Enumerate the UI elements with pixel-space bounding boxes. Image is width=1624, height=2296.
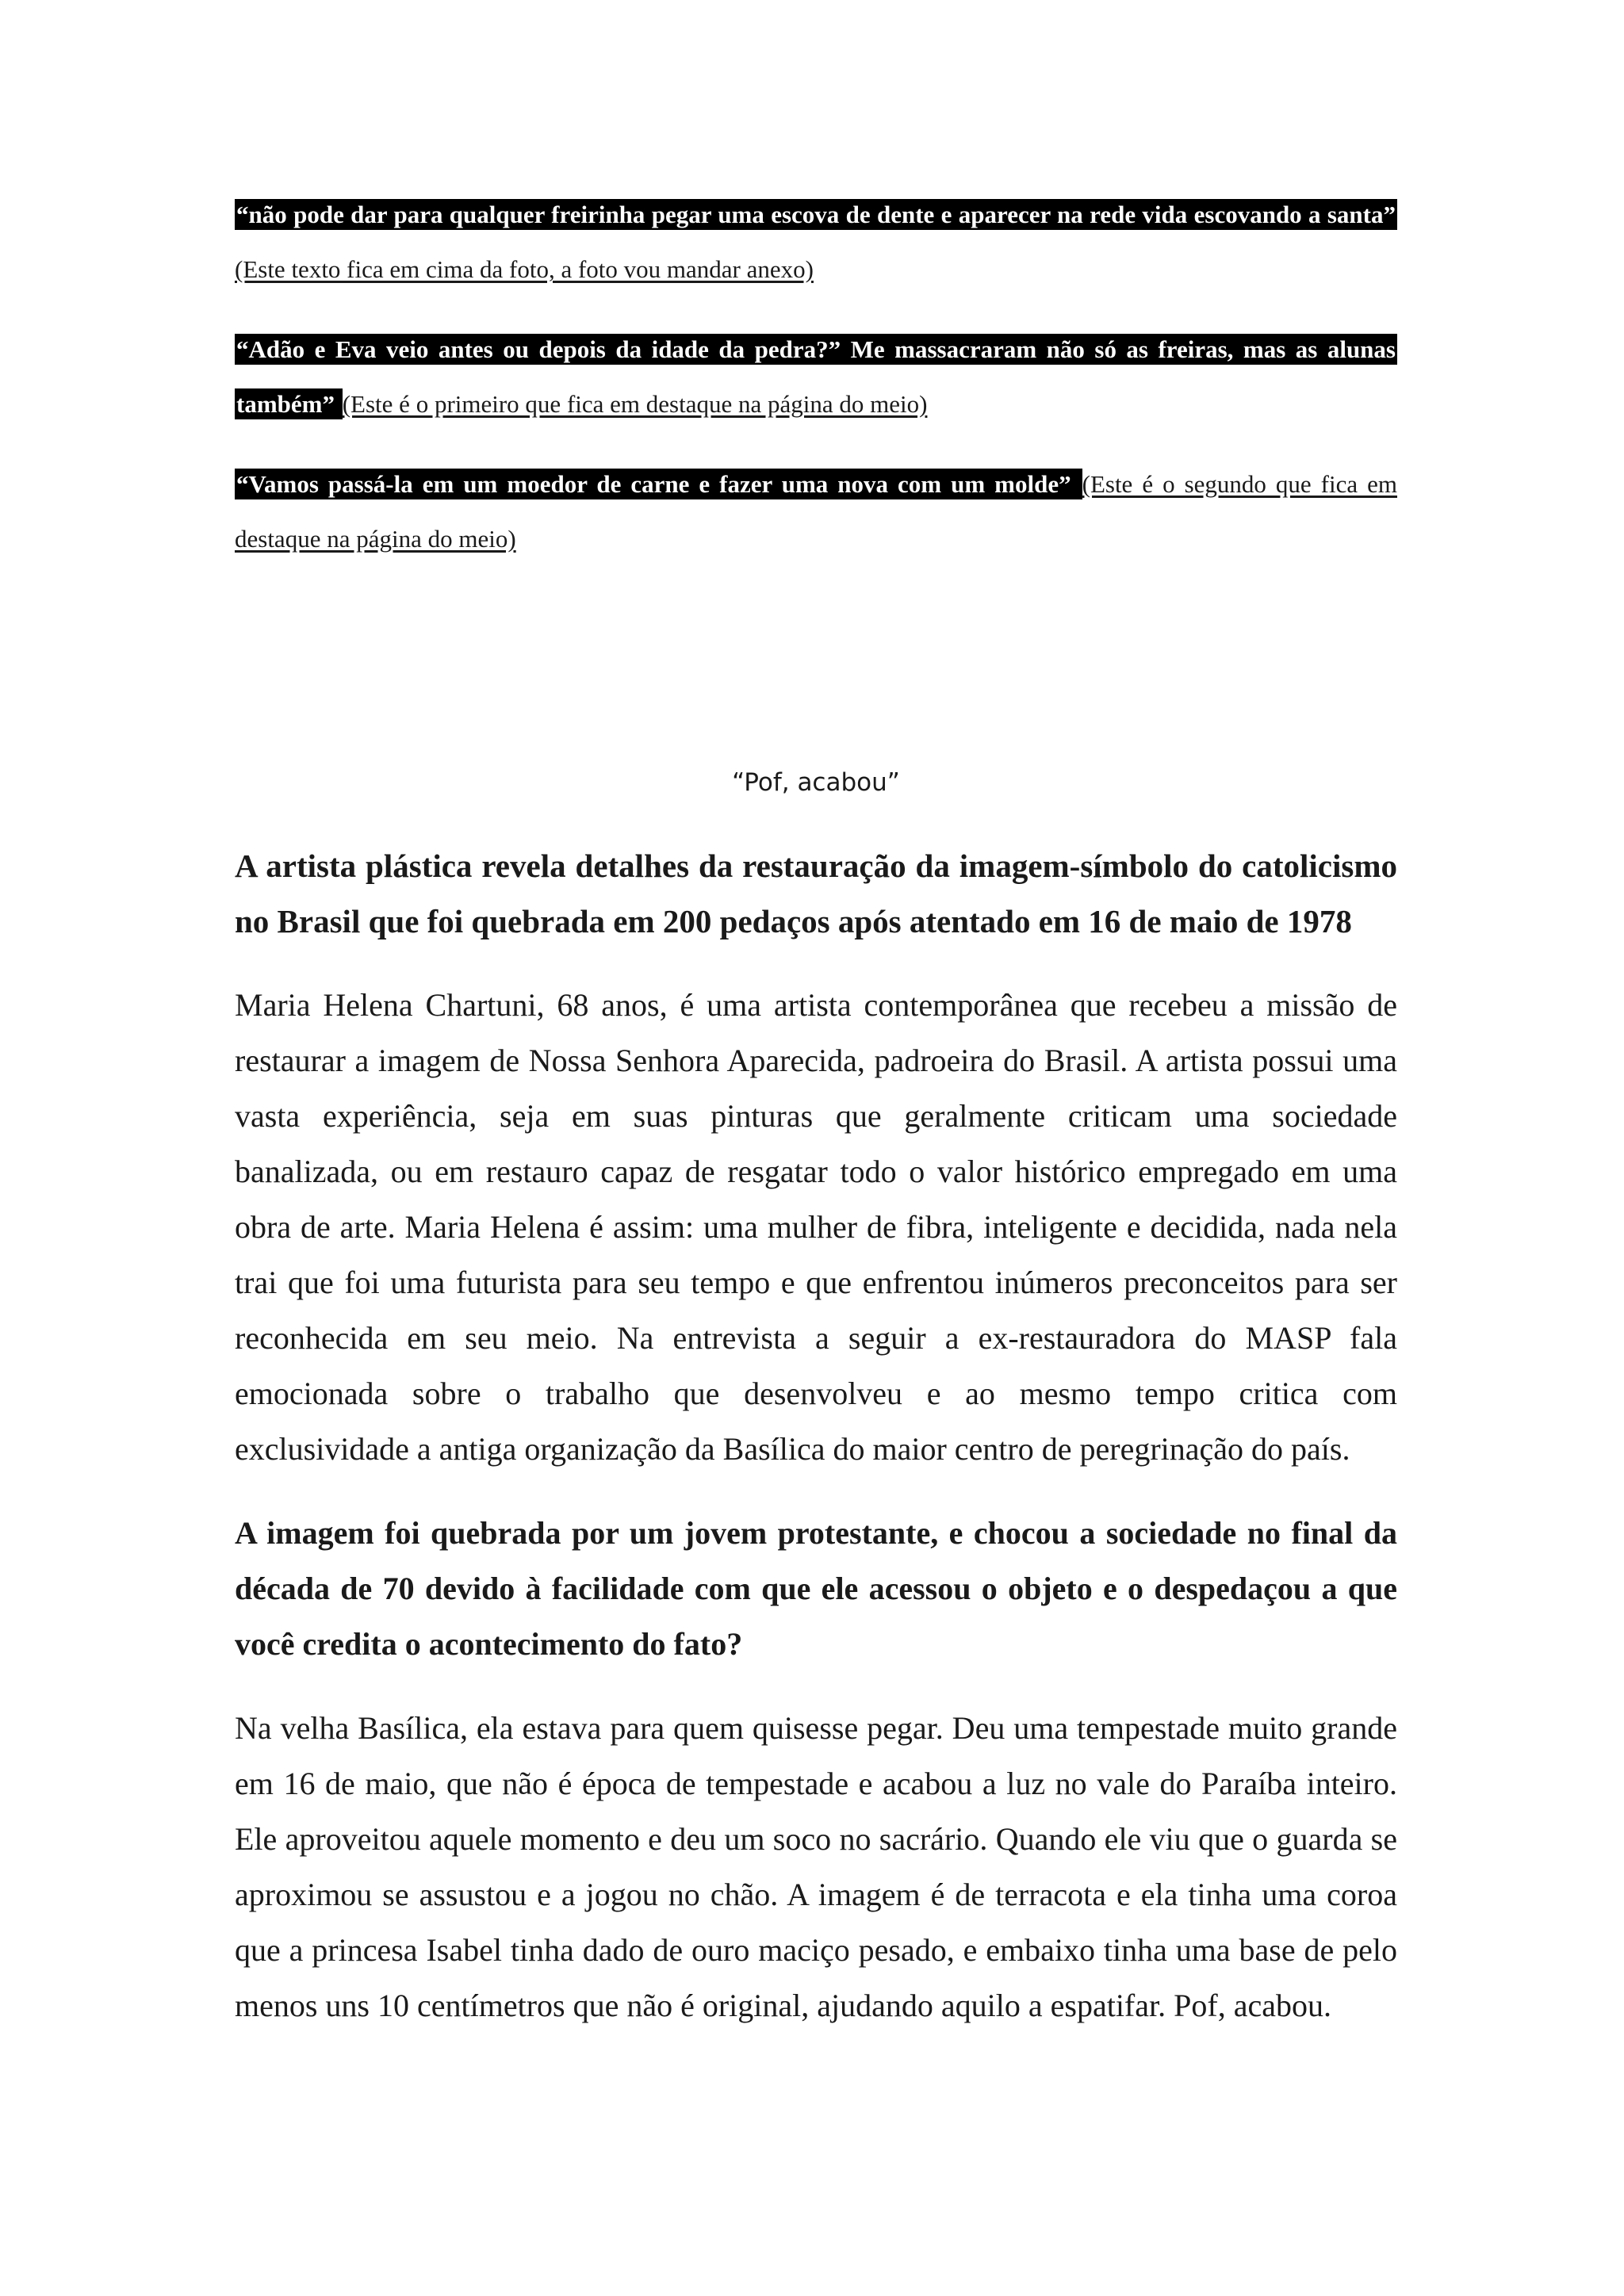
article-intro: Maria Helena Chartuni, 68 anos, é uma artista contemporânea que recebeu a missão de restaurar a imagem de Nossa Senhora Aparecida, padroeira do Brasil. A artista possui uma vasta experiência, seja em suas pinturas que geralmente criticam uma sociedade banalizada, ou em restauro capaz de resgatar todo o valor histórico empregado em uma obra de arte. Maria Helena é assim: uma mulher de fibra, inteligente e decidida, nada nela trai que foi uma futurista para seu tempo e que enfrentou inúmeros preconceitos para ser reconhecida em seu meio. Na entrevista a seguir a ex-restauradora do MASP fala emocionada sobre o trabalho que desenvolveu e ao mesmo tempo critica com exclusividade a antiga organização da Basílica do maior centro de peregrinação do país. — [235, 987, 1397, 1467]
highlighted-quote-text: “Vamos passá-la em um moedor de carne e fazer uma nova com um molde” — [236, 470, 1081, 498]
interview-answer: Na velha Basílica, ela estava para quem quisesse pegar. Deu uma tempestade muito grande em 16 de maio, que não é época de tempestade e acabou a luz no vale do Paraíba inteiro. Ele aproveitou aquele momento e deu um soco no sacrário. Quando ele viu que o guarda se aproximou se assustou e a jogou no chão. A imagem é de terracota e ela tinha uma coroa que a princesa Isabel tinha dado de ouro maciço pesado, e embaixo tinha uma base de pelo menos uns 10 centímetros que não é original, ajudando aquilo a espatifar. Pof, acabou. — [235, 1710, 1397, 2023]
editor-note: (Este é o primeiro que fica em destaque na página do meio) — [342, 390, 928, 418]
highlight-quote-2 — [235, 322, 1397, 431]
article-title: “Pof, acabou” — [732, 768, 900, 797]
article-lead: A artista plástica revela detalhes da restauração da imagem-símbolo do catolicismo no Brasil que foi quebrada em 200 pedaços após atentado em 16 de maio de 1978 — [235, 848, 1397, 939]
interview-question: A imagem foi quebrada por um jovem protestante, e chocou a sociedade no final da década de 70 devido à facilidade com que ele acessou o objeto e o despedaçou a que você credita o acontecimento do fato? — [235, 1515, 1397, 1662]
highlight-quote-3 — [235, 457, 1397, 566]
highlighted-quote-text: “não pode dar para qualquer freirinha pegar uma escova de dente e aparecer na rede vida escovando a santa” — [236, 201, 1396, 228]
editor-note: (Este é o segundo que fica em destaque na página do meio) — [235, 470, 1397, 553]
editor-note: (Este texto fica em cima da foto, a foto vou mandar anexo) — [235, 255, 814, 283]
document-page — [235, 187, 1397, 2034]
highlighted-quote-text: “Adão e Eva veio antes ou depois da idade da pedra?” Me massacraram não só as freiras, mas as alunas também” — [236, 335, 1396, 418]
highlight-quote-1 — [235, 187, 1397, 297]
